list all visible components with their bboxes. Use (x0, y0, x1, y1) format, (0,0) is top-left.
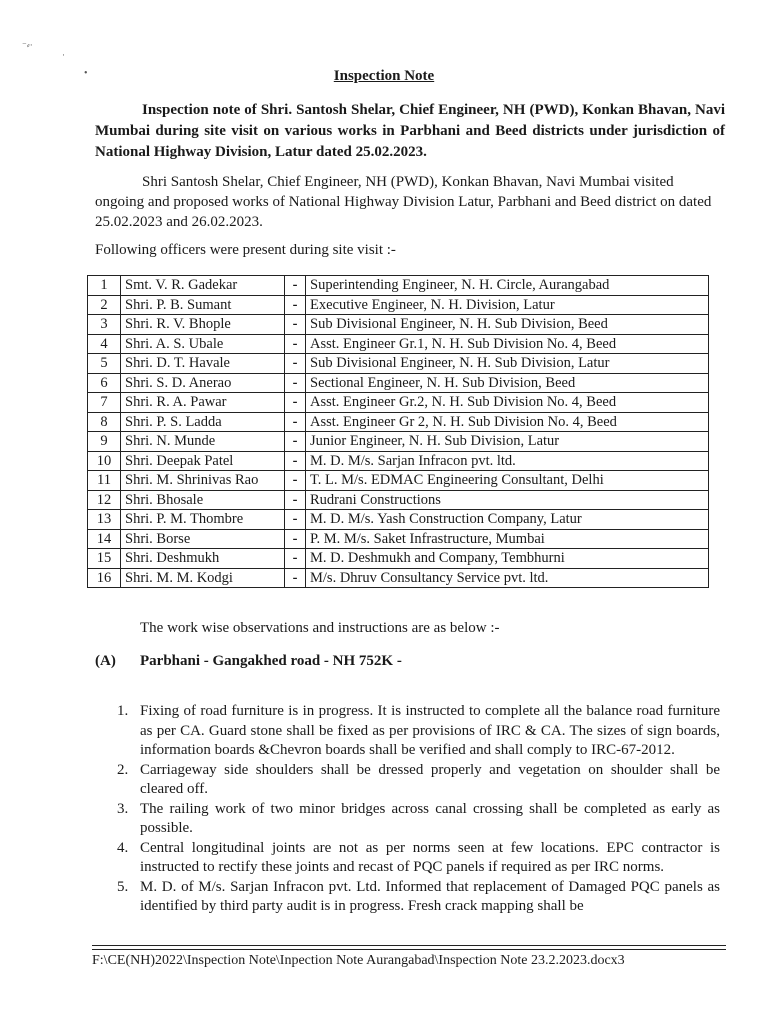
item-text: Carriageway side shoulders shall be dressed properly and vegetation on shoulder shall be cleared off. (140, 761, 720, 797)
table-row (88, 471, 709, 491)
officer-designation: Asst. Engineer Gr.2, N. H. Sub Division No. 4, Beed (306, 393, 709, 413)
officer-name: Shri. M. Shrinivas Rao (121, 471, 285, 491)
officer-designation: Junior Engineer, N. H. Sub Division, Latur (306, 432, 709, 452)
officer-designation: M. D. Deshmukh and Company, Tembhurni (306, 549, 709, 569)
footer-divider (92, 949, 726, 950)
table-row (88, 354, 709, 374)
item-text: The railing work of two minor bridges across canal crossing shall be completed as early as possible. (140, 800, 720, 836)
row-number: 1 (88, 276, 121, 296)
table-row (88, 549, 709, 569)
intro-paragraph: Shri Santosh Shelar, Chief Engineer, NH (PWD), Konkan Bhavan, Navi Mumbai visited ongoing and proposed works of National Highway Division Latur, Parbhani and Beed district on dated 25.02.2023 and 26.02.2023. (95, 174, 712, 230)
row-number: 12 (88, 490, 121, 510)
item-number: 4. (117, 839, 129, 856)
row-number: 7 (88, 393, 121, 413)
officer-name: Shri. M. M. Kodgi (121, 568, 285, 588)
table-row (88, 432, 709, 452)
item-number: 3. (117, 800, 129, 817)
separator-dash: - (285, 471, 306, 491)
officer-name: Shri. R. A. Pawar (121, 393, 285, 413)
table-row (88, 490, 709, 510)
scan-speck: ⁻⸗· (22, 40, 33, 50)
table-row (88, 315, 709, 335)
officer-designation: Sub Divisional Engineer, N. H. Sub Division, Latur (306, 354, 709, 374)
separator-dash: - (285, 432, 306, 452)
officer-name: Shri. Deepak Patel (121, 451, 285, 471)
separator-dash: - (285, 568, 306, 588)
table-row (88, 451, 709, 471)
officer-designation: Asst. Engineer Gr.1, N. H. Sub Division No. 4, Beed (306, 334, 709, 354)
separator-dash: - (285, 295, 306, 315)
observations-heading: The work wise observations and instructions are as below :- (140, 620, 500, 636)
officers-heading: Following officers were present during site visit :- (95, 242, 396, 258)
officer-designation: Rudrani Constructions (306, 490, 709, 510)
row-number: 13 (88, 510, 121, 530)
officer-name: Shri. R. V. Bhople (121, 315, 285, 335)
row-number: 5 (88, 354, 121, 374)
item-text: M. D. of M/s. Sarjan Infracon pvt. Ltd. Informed that replacement of Damaged PQC panels as identified by third party audit is in progress. Fresh crack mapping shall be (140, 878, 720, 914)
separator-dash: - (285, 315, 306, 335)
table-row (88, 412, 709, 432)
separator-dash: - (285, 412, 306, 432)
row-number: 15 (88, 549, 121, 569)
officer-designation: P. M. M/s. Saket Infrastructure, Mumbai (306, 529, 709, 549)
officer-name: Shri. P. S. Ladda (121, 412, 285, 432)
officers-table (87, 275, 709, 588)
separator-dash: - (285, 373, 306, 393)
row-number: 3 (88, 315, 121, 335)
scan-speck: · (62, 50, 65, 60)
footer-divider (92, 945, 726, 946)
separator-dash: - (285, 490, 306, 510)
separator-dash: - (285, 393, 306, 413)
list-item (117, 702, 720, 761)
row-number: 4 (88, 334, 121, 354)
separator-dash: - (285, 354, 306, 374)
item-text: Central longitudinal joints are not as per norms seen at few locations. EPC contractor is instructed to rectify these joints and recast of PQC panels if required as per IRC norms. (140, 839, 720, 875)
list-item (117, 878, 720, 917)
section-label: (A) (95, 653, 116, 669)
row-number: 11 (88, 471, 121, 491)
officer-designation: M/s. Dhruv Consultancy Service pvt. ltd. (306, 568, 709, 588)
separator-dash: - (285, 334, 306, 354)
table-row (88, 393, 709, 413)
officer-name: Shri. N. Munde (121, 432, 285, 452)
table-row (88, 510, 709, 530)
officer-designation: Superintending Engineer, N. H. Circle, Aurangabad (306, 276, 709, 296)
officer-name: Shri. P. M. Thombre (121, 510, 285, 530)
separator-dash: - (285, 276, 306, 296)
row-number: 10 (88, 451, 121, 471)
table-row (88, 295, 709, 315)
instruction-list (117, 702, 720, 917)
officer-name: Shri. Bhosale (121, 490, 285, 510)
officer-designation: M. D. M/s. Sarjan Infracon pvt. ltd. (306, 451, 709, 471)
officer-name: Smt. V. R. Gadekar (121, 276, 285, 296)
section-title: Parbhani - Gangakhed road - NH 752K - (140, 653, 402, 669)
row-number: 2 (88, 295, 121, 315)
separator-dash: - (285, 451, 306, 471)
section-heading (95, 653, 402, 670)
separator-dash: - (285, 529, 306, 549)
officer-designation: Asst. Engineer Gr 2, N. H. Sub Division No. 4, Beed (306, 412, 709, 432)
officer-designation: M. D. M/s. Yash Construction Company, Latur (306, 510, 709, 530)
row-number: 6 (88, 373, 121, 393)
list-item (117, 800, 720, 839)
scan-speck: • (84, 68, 88, 79)
officer-name: Shri. D. T. Havale (121, 354, 285, 374)
officer-name: Shri. P. B. Sumant (121, 295, 285, 315)
row-number: 16 (88, 568, 121, 588)
item-number: 2. (117, 761, 129, 778)
footer-file-path: F:\CE(NH)2022\Inspection Note\Inpection Note Aurangabad\Inspection Note 23.2.2023.docx3 (92, 953, 625, 968)
table-row (88, 529, 709, 549)
officer-name: Shri. S. D. Anerao (121, 373, 285, 393)
separator-dash: - (285, 510, 306, 530)
document-title: Inspection Note (333, 68, 435, 84)
officer-name: Shri. Deshmukh (121, 549, 285, 569)
separator-dash: - (285, 549, 306, 569)
officer-name: Shri. Borse (121, 529, 285, 549)
list-item (117, 839, 720, 878)
row-number: 14 (88, 529, 121, 549)
list-item (117, 761, 720, 800)
row-number: 8 (88, 412, 121, 432)
table-row (88, 373, 709, 393)
officer-name: Shri. A. S. Ubale (121, 334, 285, 354)
officer-designation: Sectional Engineer, N. H. Sub Division, Beed (306, 373, 709, 393)
officer-designation: Executive Engineer, N. H. Division, Latur (306, 295, 709, 315)
officer-designation: Sub Divisional Engineer, N. H. Sub Division, Beed (306, 315, 709, 335)
table-row (88, 334, 709, 354)
subject-paragraph: Inspection note of Shri. Santosh Shelar, Chief Engineer, NH (PWD), Konkan Bhavan, Navi Mumbai during site visit on various works in Parbhani and Beed districts under jurisdiction of National Highway Division, Latur dated 25.02.2023. (95, 102, 725, 160)
item-number: 1. (117, 703, 129, 719)
item-text: Fixing of road furniture is in progress. It is instructed to complete all the balance road furniture as per CA. Guard stone shall be fixed as per provisions of IRC & CA. The sizes of sign boards, information boards &Chevron boards shall be verified and shall comply to IRC-67-2012. (140, 703, 720, 758)
row-number: 9 (88, 432, 121, 452)
table-row (88, 276, 709, 296)
item-number: 5. (117, 878, 129, 895)
table-row (88, 568, 709, 588)
officer-designation: T. L. M/s. EDMAC Engineering Consultant, Delhi (306, 471, 709, 491)
